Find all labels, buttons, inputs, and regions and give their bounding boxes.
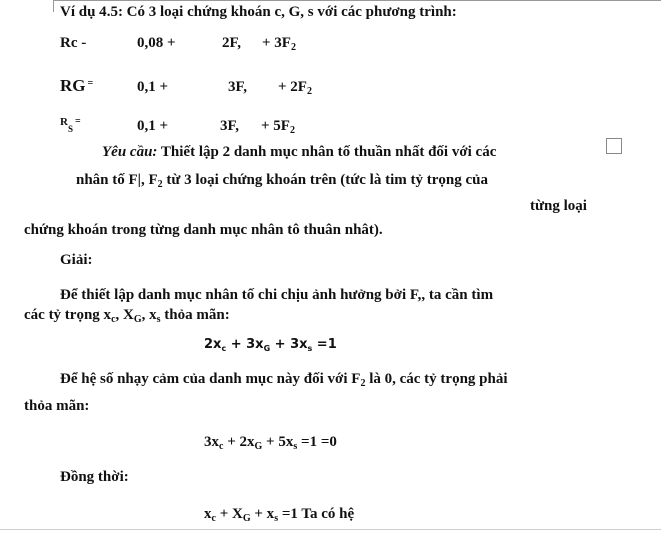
solution-title: Giải:: [60, 252, 93, 268]
equation-rs-const: 0,1 +: [137, 118, 169, 134]
equation-rc-lhs: Rc -: [60, 35, 87, 51]
equation-rg-f1: 3F,: [228, 79, 248, 95]
solution-paragraph-1b: các tỷ trọng $x_c$, $X_G$, $x_s$ thỏa mãn:: [24, 307, 230, 325]
example-text: .5: Có 3 loại chứng khoán c, G, s với các phương trình:: [106, 4, 457, 20]
bottom-rule: [0, 529, 661, 530]
example-label: Ví dụ 4: [60, 4, 107, 20]
equation-rg-f2: + $2F_2$: [278, 79, 312, 97]
request-line-1: Yêu cầu: Thiết lập 2 danh mục nhân tố thuần nhất đối với các: [102, 144, 497, 160]
request-line-4: chứng khoán trong từng danh mục nhân tô thuân nhât).: [24, 222, 383, 238]
checkbox-placeholder-icon: [606, 138, 622, 154]
equation-rs-f1: 3F,: [220, 118, 240, 134]
equation-rc-f2: + $3F_2$: [262, 35, 296, 53]
equation-rg-lhs: RG =: [60, 76, 94, 95]
request-label: Yêu cầu:: [102, 144, 158, 160]
request-line-2: nhân tố F|, $F_2$ từ 3 loại chứng khoán trên (tức là tim tỷ trọng của: [76, 172, 488, 190]
solution-paragraph-3: Đồng thời:: [60, 469, 129, 485]
equation-rs-lhs: $^R$S=: [60, 116, 81, 134]
equation-rg-const: 0,1 +: [137, 79, 169, 95]
top-rule-tick: [53, 0, 54, 12]
example-heading: [60, 4, 457, 21]
equation-rs-f2: + $5F_2$: [261, 118, 295, 136]
equation-rc-f1: 2F,: [222, 35, 242, 51]
solution-paragraph-2b: thỏa mãn:: [24, 398, 90, 414]
equation-weights: $x_c + X_G + x_s =1$ Ta có hệ: [204, 506, 355, 524]
request-line-3: từng loại: [530, 198, 587, 214]
equation-sum-1: $2x_c + 3x_G + 3x_s =1$: [204, 337, 337, 353]
equation-rc-const: 0,08 +: [137, 35, 176, 51]
solution-paragraph-2a: Để hệ số nhạy cảm của danh mục này đối với $F_2$ là 0, các tỷ trọng phải: [60, 371, 508, 389]
equation-sensitivity: $3x_c + 2x_G + 5x_s =1 =0$: [204, 434, 337, 452]
solution-paragraph-1a: Để thiết lập danh mục nhân tố chi chịu ảnh hưởng bởi F,, ta cần tìm: [60, 287, 494, 303]
top-rule: [53, 0, 661, 1]
